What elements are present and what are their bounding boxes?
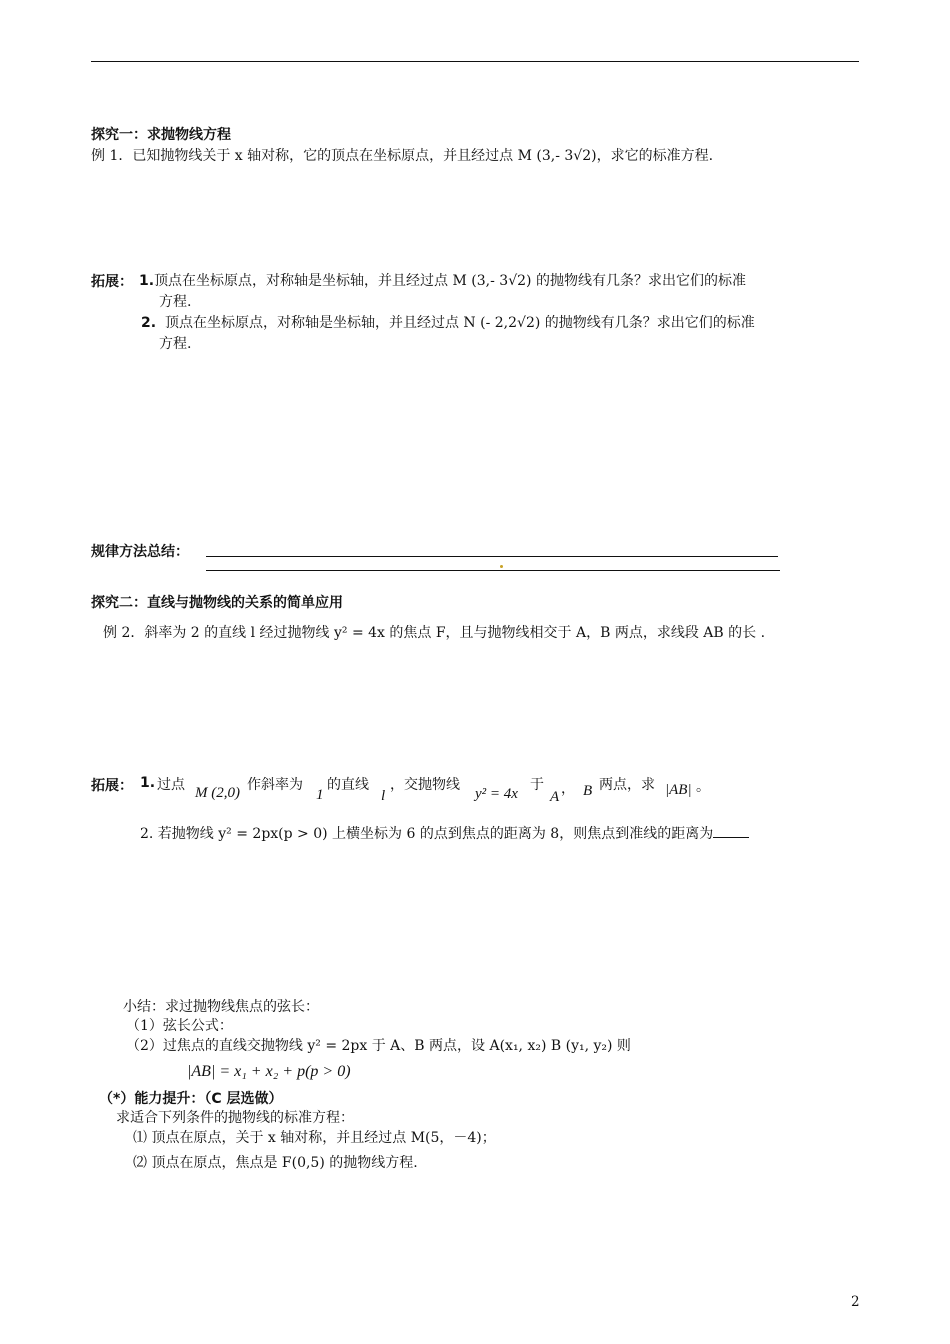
section2-title: 探究二：直线与抛物线的关系的简单应用 <box>91 595 343 611</box>
ext2-text-a: 过点 <box>157 777 185 793</box>
ability-intro: 求适合下列条件的抛物线的标准方程： <box>116 1110 354 1126</box>
section1-title: 探究一：求抛物线方程 <box>91 127 231 143</box>
ext2-line-l: l <box>381 788 386 804</box>
extension1-label: 拓展： <box>91 274 133 290</box>
conclusion-formula: |AB| = x₁ + x₂ + p(p > 0) <box>187 1063 351 1080</box>
page-number: 2 <box>851 1294 860 1310</box>
answer-blank <box>713 823 749 838</box>
conclusion-point2: （2）过焦点的直线交抛物线 y² = 2px 于 A、B 两点，设 A(x₁, x₂) B (y₁, y₂) 则 <box>126 1038 631 1054</box>
ext2-text-g: 两点，求 <box>599 777 655 793</box>
extension2-label: 拓展： <box>91 778 133 794</box>
example1-text: 已知抛物线关于 x 轴对称，它的顶点在坐标原点，并且经过点 M (3,- 3√2)，求它的标准方程. <box>132 148 714 164</box>
ext2-point-a: A <box>550 789 560 805</box>
ability-item2: ⑵ 顶点在原点，焦点是 F(0,5) 的抛物线方程. <box>133 1155 418 1171</box>
extension1-item1-num: 1. <box>139 273 155 289</box>
ext2-ab: |AB| <box>665 782 692 798</box>
extension1-item2 <box>141 312 755 332</box>
header-rule <box>91 61 859 62</box>
extension1-item1-line1: 顶点在坐标原点，对称轴是坐标轴，并且经过点 M (3,- 3√2) 的抛物线有几条？求出它们的标准 <box>154 273 746 289</box>
ext2-text-c: 的直线 <box>327 777 369 793</box>
example1-label: 例 1． <box>91 148 133 164</box>
ext2-text-d: ，交抛物线 <box>390 777 460 793</box>
ext2-text-f: ， <box>561 781 575 797</box>
ext2-equation: y² = 4x <box>475 786 518 802</box>
ext2-point-b: B <box>583 783 593 799</box>
ext2-text-e: 于 <box>530 777 544 793</box>
extension1-item2-num: 2. <box>141 315 157 331</box>
extension2-item2 <box>140 823 749 843</box>
ext2-text-b: 作斜率为 <box>247 777 303 793</box>
summary-line2 <box>206 570 780 571</box>
ability-item1: ⑴ 顶点在原点，关于 x 轴对称，并且经过点 M(5，－4)； <box>133 1130 496 1146</box>
example1 <box>91 145 713 165</box>
extension1-item1 <box>139 270 746 290</box>
summary-mark <box>500 565 503 568</box>
extension1-item2-line1: 顶点在坐标原点，对称轴是坐标轴，并且经过点 N (- 2,2√2) 的抛物线有几条？求出它们的标准 <box>164 315 755 331</box>
extension1-item2-line2: 方程. <box>159 336 192 352</box>
extension2-item1-num: 1. <box>140 775 156 791</box>
example2: 例 2．斜率为 2 的直线 l 经过抛物线 y² = 4x 的焦点 F，且与抛物线相交于 A，B 两点，求线段 AB 的长 . <box>103 625 766 641</box>
ext2-text-h: 。 <box>696 779 710 795</box>
ext2-point: M (2,0) <box>195 785 240 801</box>
summary-label: 规律方法总结： <box>91 544 189 560</box>
conclusion-point1: （1）弦长公式： <box>126 1018 233 1034</box>
extension1-item1-line2: 方程. <box>159 294 192 310</box>
conclusion-title: 小结：求过抛物线焦点的弦长： <box>123 999 319 1015</box>
extension2-item2-text: 2. 若抛物线 y² = 2px(p > 0) 上横坐标为 6 的点到焦点的距离为 8，则焦点到准线的距离为 <box>140 826 714 842</box>
ext2-slope: 1 <box>316 787 324 803</box>
ability-title: （*）能力提升：（C 层选做） <box>99 1091 283 1107</box>
summary-underline <box>206 556 778 557</box>
